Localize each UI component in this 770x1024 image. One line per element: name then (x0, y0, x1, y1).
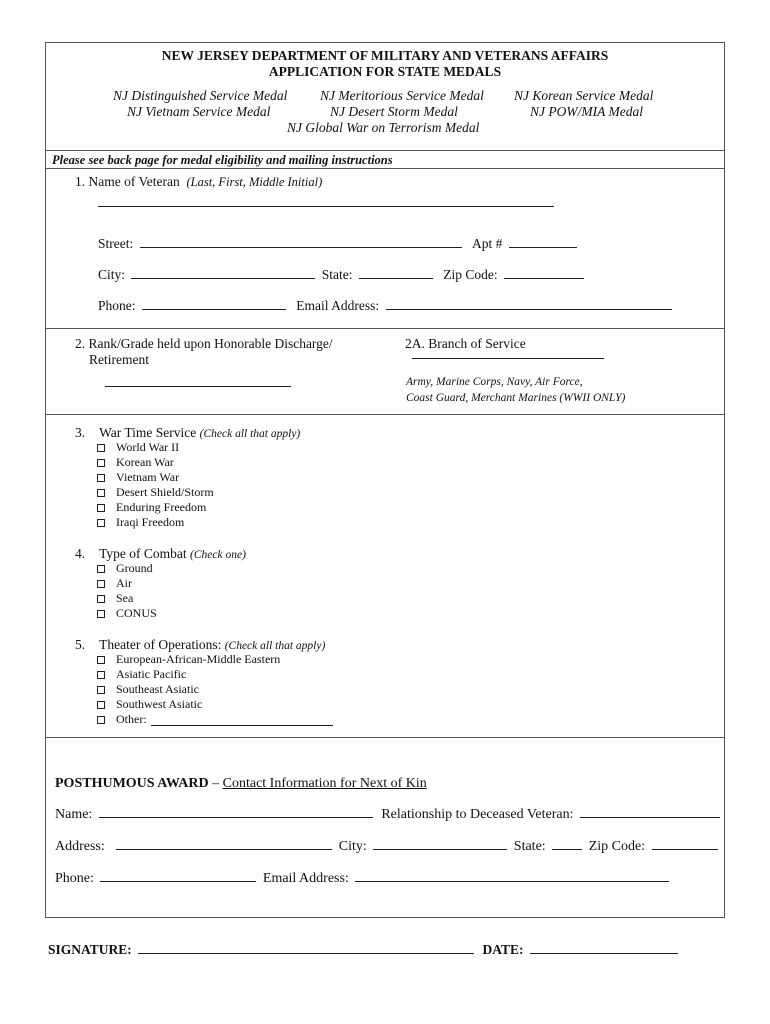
branch-hint: Army, Marine Corps, Navy, Air Force, (406, 376, 583, 388)
medal-name: NJ Meritorious Service Medal (320, 88, 484, 103)
kin-city-label: City: (338, 839, 367, 854)
checkbox[interactable] (97, 656, 105, 664)
kin-phone-label: Phone: (55, 871, 94, 886)
checkbox[interactable] (97, 686, 105, 694)
kin-phone-field[interactable] (100, 870, 256, 882)
war-option-korean[interactable]: Korean War (97, 455, 214, 470)
email-label: Email Address: (296, 298, 380, 313)
divider (45, 328, 725, 329)
relationship-label: Relationship to Deceased Veteran: (381, 807, 574, 822)
war-option-wwii[interactable]: World War II (97, 440, 214, 455)
branch-field[interactable] (412, 358, 604, 359)
branch-label: 2A. Branch of Service (405, 336, 526, 351)
date-field[interactable] (530, 942, 678, 954)
city-label: City: (98, 267, 126, 282)
medal-name: NJ Vietnam Service Medal (127, 104, 271, 119)
checkbox[interactable] (97, 580, 105, 588)
medal-name: NJ Distinguished Service Medal (113, 88, 288, 103)
checkbox[interactable] (97, 716, 105, 724)
kin-email-field[interactable] (355, 870, 669, 882)
war-option-vietnam[interactable]: Vietnam War (97, 470, 214, 485)
combat-option-conus[interactable]: CONUS (97, 606, 157, 621)
divider (45, 150, 725, 151)
kin-zip-label: Zip Code: (588, 839, 646, 854)
next-of-kin-name-row (55, 806, 723, 823)
war-option-desert[interactable]: Desert Shield/Storm (97, 485, 214, 500)
zip-field[interactable] (504, 267, 584, 279)
street-label: Street: (98, 236, 134, 251)
divider (45, 168, 725, 169)
signature-field[interactable] (138, 942, 474, 954)
city-field[interactable] (131, 267, 315, 279)
theater-option-european[interactable]: European-African-Middle Eastern (97, 652, 336, 667)
kin-zip-field[interactable] (652, 838, 718, 850)
combat-option-air[interactable]: Air (97, 576, 157, 591)
next-of-kin-phone-row (55, 870, 672, 887)
posthumous-heading: POSTHUMOUS AWARD – Contact Information for Next of Kin (55, 776, 427, 791)
medal-name: NJ Desert Storm Medal (330, 104, 458, 119)
apt-label: Apt # (472, 236, 503, 251)
phone-field[interactable] (142, 298, 286, 310)
theater-option-southeast[interactable]: Southeast Asiatic (97, 682, 336, 697)
divider (45, 737, 725, 738)
kin-state-field[interactable] (552, 838, 582, 850)
next-of-kin-address-row (55, 838, 721, 855)
kin-name-field[interactable] (99, 806, 373, 818)
instructions-notice: Please see back page for medal eligibility and mailing instructions (52, 153, 393, 167)
checkbox[interactable] (97, 671, 105, 679)
city-row (98, 267, 587, 283)
phone-label: Phone: (98, 298, 136, 313)
street-field[interactable] (140, 236, 462, 248)
divider (45, 414, 725, 415)
street-row (98, 236, 580, 252)
theater-option-southwest[interactable]: Southwest Asiatic (97, 697, 336, 712)
veteran-name-label: 1. Name of Veteran (Last, First, Middle Initial) (75, 174, 323, 189)
checkbox[interactable] (97, 701, 105, 709)
war-option-enduring[interactable]: Enduring Freedom (97, 500, 214, 515)
kin-name-label: Name: (55, 807, 93, 822)
rank-label: 2. Rank/Grade held upon Honorable Discharge/ (75, 336, 333, 351)
kin-city-field[interactable] (373, 838, 507, 850)
combat-option-sea[interactable]: Sea (97, 591, 157, 606)
theater-option-other[interactable]: Other: (97, 712, 336, 727)
checkbox[interactable] (97, 459, 105, 467)
other-field[interactable] (151, 714, 333, 726)
war-service-label: 3. War Time Service (Check all that apply) (75, 425, 301, 440)
email-field[interactable] (386, 298, 672, 310)
checkbox[interactable] (97, 595, 105, 603)
theater-options (97, 652, 336, 727)
signature-label: SIGNATURE: (48, 942, 132, 957)
form-subtitle: APPLICATION FOR STATE MEDALS (268, 64, 502, 79)
kin-state-label: State: (513, 839, 546, 854)
medal-name: NJ Korean Service Medal (514, 88, 654, 103)
war-option-iraqi[interactable]: Iraqi Freedom (97, 515, 214, 530)
kin-address-label: Address: (55, 839, 105, 854)
veteran-name-field[interactable] (98, 206, 554, 207)
checkbox[interactable] (97, 444, 105, 452)
signature-row (48, 942, 681, 958)
combat-type-options (97, 561, 157, 621)
medal-name: NJ POW/MIA Medal (530, 104, 643, 119)
form-title: NEW JERSEY DEPARTMENT OF MILITARY AND VETERANS AFFAIRS (161, 48, 609, 63)
checkbox[interactable] (97, 504, 105, 512)
combat-option-ground[interactable]: Ground (97, 561, 157, 576)
rank-label-cont: Retirement (89, 352, 149, 367)
theater-label: 5. Theater of Operations: (Check all that apply) (75, 637, 326, 652)
state-field[interactable] (359, 267, 433, 279)
rank-field[interactable] (105, 386, 291, 387)
relationship-field[interactable] (580, 806, 720, 818)
kin-address-field[interactable] (116, 838, 332, 850)
zip-label: Zip Code: (443, 267, 498, 282)
checkbox[interactable] (97, 565, 105, 573)
theater-option-asiatic-pacific[interactable]: Asiatic Pacific (97, 667, 336, 682)
state-label: State: (321, 267, 353, 282)
checkbox[interactable] (97, 489, 105, 497)
phone-row (98, 298, 675, 314)
date-label: DATE: (482, 942, 524, 957)
checkbox[interactable] (97, 519, 105, 527)
checkbox[interactable] (97, 474, 105, 482)
checkbox[interactable] (97, 610, 105, 618)
war-service-options (97, 440, 214, 530)
branch-hint: Coast Guard, Merchant Marines (WWII ONLY) (406, 392, 626, 404)
medal-name: NJ Global War on Terrorism Medal (287, 120, 480, 135)
combat-type-label: 4. Type of Combat (Check one) (75, 546, 246, 561)
kin-email-label: Email Address: (262, 871, 349, 886)
apt-field[interactable] (509, 236, 577, 248)
